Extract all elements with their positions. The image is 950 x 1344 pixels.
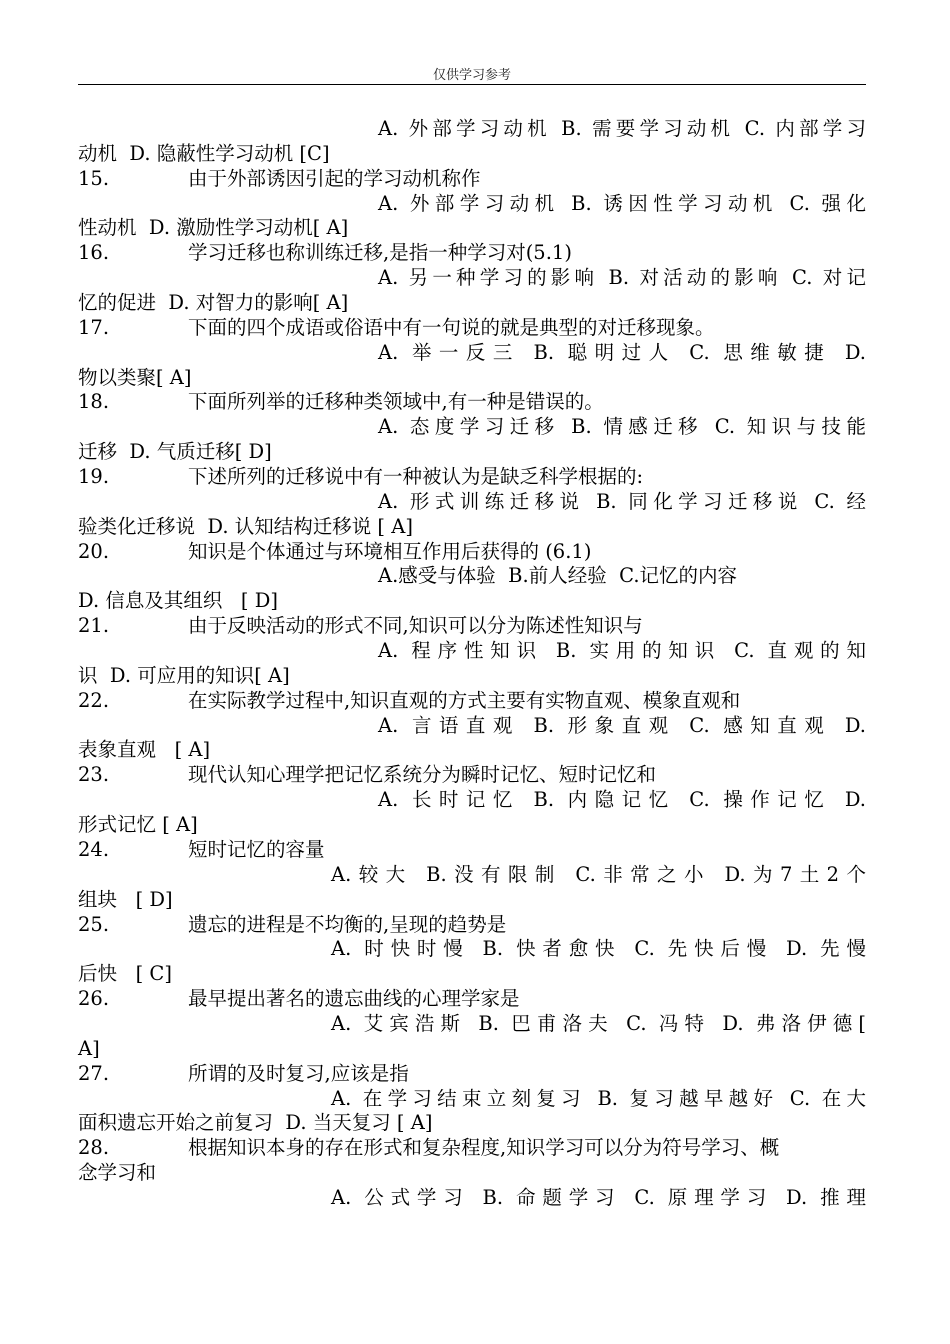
- continuation-line: 组块 [ D]: [78, 887, 173, 911]
- question-text: 最早提出著名的遗忘曲线的心理学家是: [188, 987, 520, 1011]
- answer-options-line: A. 在学习结束立刻复习 B. 复习越早越好 C. 在大: [331, 1086, 866, 1110]
- question-stem: [78, 241, 866, 266]
- continuation-line: 物以类聚[ A]: [78, 365, 192, 389]
- question-text: 遗忘的进程是不均衡的,呈现的趋势是: [188, 912, 507, 936]
- question-text: 学习迁移也称训练迁移,是指一种学习对(5.1): [188, 241, 572, 265]
- answer-options-line: A. 举一反三 B. 聪明过人 C. 思维敏捷 D.: [378, 340, 866, 364]
- question-stem: [78, 987, 866, 1012]
- question-stem: [78, 614, 866, 639]
- question-stem: [78, 1136, 866, 1161]
- answer-options-line: A. 外部学习动机 B. 需要学习动机 C. 内部学习: [378, 117, 866, 140]
- question-text: 知识是个体通过与环境相互作用后获得的 (6.1): [188, 539, 592, 563]
- continuation-line: 表象直观 [ A]: [78, 738, 211, 762]
- question-number: 17.: [78, 315, 110, 339]
- continuation-line: 面积遗忘开始之前复习 D. 当天复习 [ A]: [78, 1111, 433, 1135]
- continuation-line: A]: [78, 1036, 100, 1060]
- question-stem: [78, 689, 866, 714]
- question-stem: [78, 316, 866, 341]
- question-number: 18.: [78, 390, 110, 414]
- question-number: 15.: [78, 166, 110, 190]
- question-text: 由于外部诱因引起的学习动机称作: [188, 166, 481, 190]
- question-number: 19.: [78, 465, 110, 489]
- question-list: [78, 117, 866, 1211]
- continuation-line: 忆的促进 D. 对智力的影响[ A]: [78, 291, 349, 315]
- question-number: 25.: [78, 912, 110, 936]
- question-text: 所谓的及时复习,应该是指: [188, 1061, 409, 1085]
- question-number: 22.: [78, 688, 110, 712]
- continuation-line: 迁移 D. 气质迁移[ D]: [78, 440, 272, 464]
- answer-options-line: A. 另一种学习的影响 B. 对活动的影响 C. 对记: [378, 266, 866, 290]
- question-text: 下面所列举的迁移种类领域中,有一种是错误的。: [188, 390, 604, 414]
- answer-options-line: A.感受与体验 B.前人经验 C.记忆的内容: [378, 564, 738, 588]
- question-number: 20.: [78, 539, 110, 563]
- question-stem: [78, 838, 866, 863]
- question-text: 现代认知心理学把记忆系统分为瞬时记忆、短时记忆和: [188, 763, 657, 787]
- question-stem: [78, 763, 866, 788]
- answer-options-line: A. 形式训练迁移说 B. 同化学习迁移说 C. 经: [378, 489, 866, 513]
- question-number: 27.: [78, 1061, 110, 1085]
- continuation-line: D. 信息及其组织 [ D]: [78, 589, 278, 613]
- question-stem: [78, 913, 866, 938]
- continuation-line: 念学习和: [78, 1161, 157, 1185]
- answer-options-line: A.较大 B.没有限制 C.非常之小 D.为7土2个: [331, 862, 866, 886]
- question-text: 由于反映活动的形式不同,知识可以分为陈述性知识与: [188, 614, 643, 638]
- question-stem: [78, 540, 866, 565]
- question-text: 根据知识本身的存在形式和复杂程度,知识学习可以分为符号学习、概: [188, 1136, 780, 1160]
- answer-options-line: A. 艾宾浩斯 B. 巴甫洛夫 C. 冯特 D. 弗洛伊德[: [331, 1011, 866, 1035]
- question-number: 26.: [78, 987, 110, 1011]
- page-header: 仅供学习参考: [432, 68, 511, 83]
- answer-options-line: A. 时快时慢 B. 快者愈快 C. 先快后慢 D. 先慢: [331, 937, 866, 961]
- answer-options-line: A. 态度学习迁移 B. 情感迁移 C. 知识与技能: [378, 415, 866, 439]
- question-text: 短时记忆的容量: [188, 837, 325, 861]
- question-number: 28.: [78, 1136, 110, 1160]
- continuation-line: 性动机 D. 激励性学习动机[ A]: [78, 216, 349, 240]
- continuation-line: 动机 D. 隐蔽性学习动机 [C]: [78, 141, 330, 165]
- question-stem: [78, 465, 866, 490]
- question-stem: [78, 167, 866, 192]
- question-number: 21.: [78, 614, 110, 638]
- continuation-line: 验类化迁移说 D. 认知结构迁移说 [ A]: [78, 514, 413, 538]
- answer-options-line: A. 公式学习 B. 命题学习 C. 原理学习 D. 推理: [331, 1185, 866, 1209]
- question-text: 下述所列的迁移说中有一种被认为是缺乏科学根据的:: [188, 465, 644, 489]
- continuation-line: 后快 [ C]: [78, 962, 172, 986]
- answer-options-line: A. 长时记忆 B. 内隐记忆 C. 操作记忆 D.: [378, 788, 866, 812]
- question-text: 在实际教学过程中,知识直观的方式主要有实物直观、模象直观和: [188, 688, 741, 712]
- question-stem: [78, 1062, 866, 1087]
- answer-options-line: A. 言语直观 B. 形象直观 C. 感知直观 D.: [378, 713, 866, 737]
- question-number: 24.: [78, 837, 110, 861]
- answer-options-line: A. 外部学习动机 B. 诱因性学习动机 C. 强化: [378, 191, 866, 215]
- continuation-line: 形式记忆 [ A]: [78, 813, 198, 837]
- continuation-line: 识 D. 可应用的知识[ A]: [78, 663, 290, 687]
- question-stem: [78, 390, 866, 415]
- question-number: 16.: [78, 241, 110, 265]
- question-number: 23.: [78, 763, 110, 787]
- answer-options-line: A. 程序性知识 B. 实用的知识 C. 直观的知: [378, 639, 866, 663]
- header-divider: [78, 84, 866, 85]
- question-text: 下面的四个成语或俗语中有一句说的就是典型的对迁移现象。: [188, 315, 715, 339]
